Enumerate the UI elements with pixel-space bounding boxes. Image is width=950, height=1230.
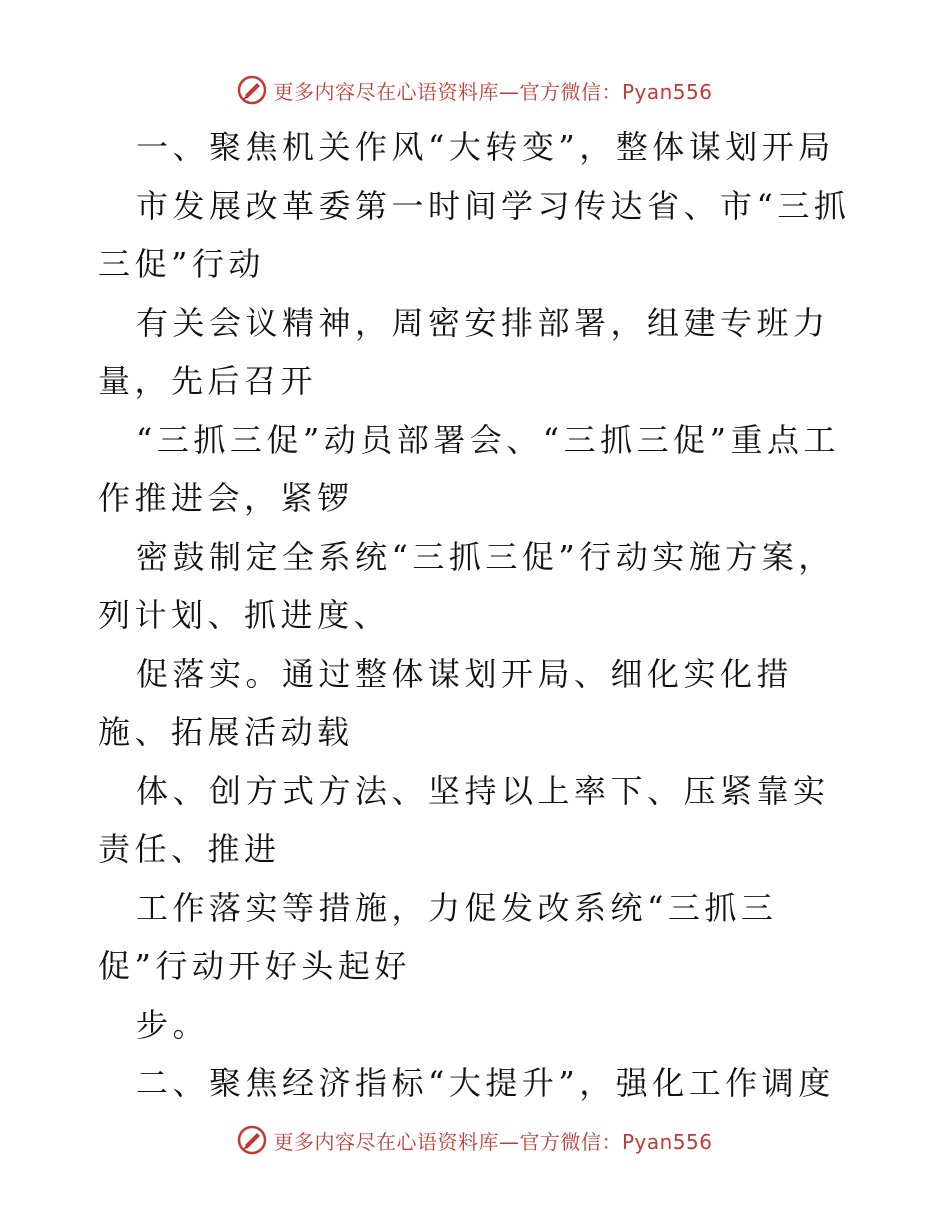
watermark-logo-icon xyxy=(237,75,267,105)
paragraph-line: 促落实。通过整体谋划开局、细化实化措施、拓展活动载 xyxy=(98,654,794,751)
paragraph-line: 步。 xyxy=(136,1005,210,1044)
section-heading-2: 二、聚焦经济指标“大提升”，强化工作调度 xyxy=(136,1064,835,1102)
watermark-logo-icon xyxy=(237,1125,267,1155)
paragraph-line: 密鼓制定全系统“三抓三促”行动实施方案，列计划、抓进度、 xyxy=(98,537,835,634)
section-heading-1: 一、聚焦机关作风“大转变”，整体谋划开局 xyxy=(136,128,835,166)
paragraph-line: 工作落实等措施，力促发改系统“三抓三促”行动开好头起好 xyxy=(98,888,778,985)
paragraph-line: “三抓三促”动员部署会、“三抓三促”重点工作推进会，紧锣 xyxy=(98,420,840,517)
watermark-text: 更多内容尽在心语资料库—官方微信：Pyan556 xyxy=(273,1129,713,1154)
document-body xyxy=(98,118,858,1113)
watermark-top xyxy=(0,70,950,110)
paragraph-line: 市发展改革委第一时间学习传达省、市“三抓三促”行动 xyxy=(98,186,851,283)
watermark-text: 更多内容尽在心语资料库—官方微信：Pyan556 xyxy=(273,79,713,104)
paragraph-line: 有关会议精神，周密安排部署，组建专班力量，先后召开 xyxy=(98,303,830,400)
watermark-bottom xyxy=(0,1120,950,1160)
paragraph-line: 体、创方式方法、坚持以上率下、压紧靠实责任、推进 xyxy=(98,771,830,868)
